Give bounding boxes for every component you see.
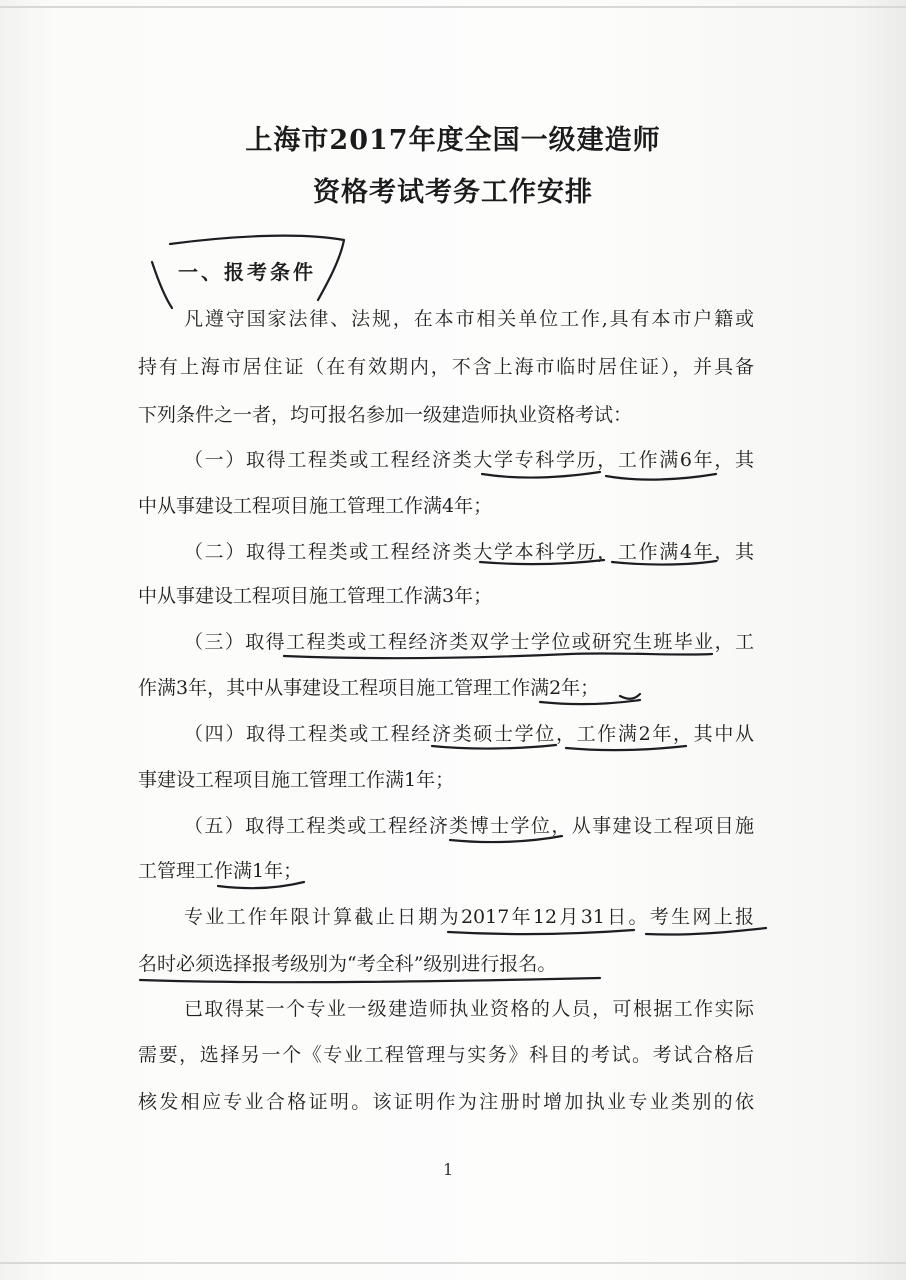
- paragraph-line: 持有上海市居住证（在有效期内，不含上海市临时居住证），并具备: [138, 356, 754, 378]
- paragraph-line: （一）取得工程类或工程经济类大学专科学历，工作满6年，其: [184, 449, 754, 471]
- document-title-line-1: 上海市2017年度全国一级建造师: [245, 125, 661, 156]
- paragraph-line: 工管理工作满1年；: [138, 860, 303, 882]
- paragraph-line: 中从事建设工程项目施工管理工作满4年；: [138, 495, 493, 517]
- paragraph-line: 核发相应专业合格证明。该证明作为注册时增加执业专业类别的依: [138, 1091, 754, 1113]
- page-number: 1: [443, 1160, 454, 1179]
- paragraph-line: 作满3年，其中从事建设工程项目施工管理工作满2年；: [138, 677, 600, 699]
- paragraph-line: 需要，选择另一个《专业工程管理与实务》科目的考试。考试合格后: [138, 1044, 754, 1066]
- paragraph-line: 下列条件之一者，均可报名参加一级建造师执业资格考试：: [138, 404, 633, 426]
- paragraph-line: 中从事建设工程项目施工管理工作满3年；: [138, 585, 493, 607]
- section-heading: 一、报考条件: [178, 260, 316, 284]
- paragraph-line: 事建设工程项目施工管理工作满1年；: [138, 769, 455, 791]
- paragraph-line: （二）取得工程类或工程经济类大学本科学历，工作满4年，其: [184, 541, 754, 563]
- paragraph-line: 已取得某一个专业一级建造师执业资格的人员，可根据工作实际: [184, 998, 754, 1020]
- paragraph-line: 凡遵守国家法律、法规，在本市相关单位工作,具有本市户籍或: [184, 308, 754, 330]
- document-title-line-2: 资格考试考务工作安排: [313, 177, 593, 208]
- paragraph-line: 专业工作年限计算截止日期为2017年12月31日。考生网上报: [184, 906, 754, 928]
- paragraph-line: （四）取得工程类或工程经济类硕士学位，工作满2年，其中从: [184, 723, 754, 745]
- paragraph-line: 名时必须选择报考级别为“考全科”级别进行报名。: [138, 953, 557, 975]
- scan-edge-line: [0, 6, 906, 8]
- paragraph-line: （三）取得工程类或工程经济类双学士学位或研究生班毕业，工: [184, 631, 754, 653]
- paragraph-line: （五）取得工程类或工程经济类博士学位，从事建设工程项目施: [184, 815, 754, 837]
- scan-edge-line: [0, 1262, 906, 1264]
